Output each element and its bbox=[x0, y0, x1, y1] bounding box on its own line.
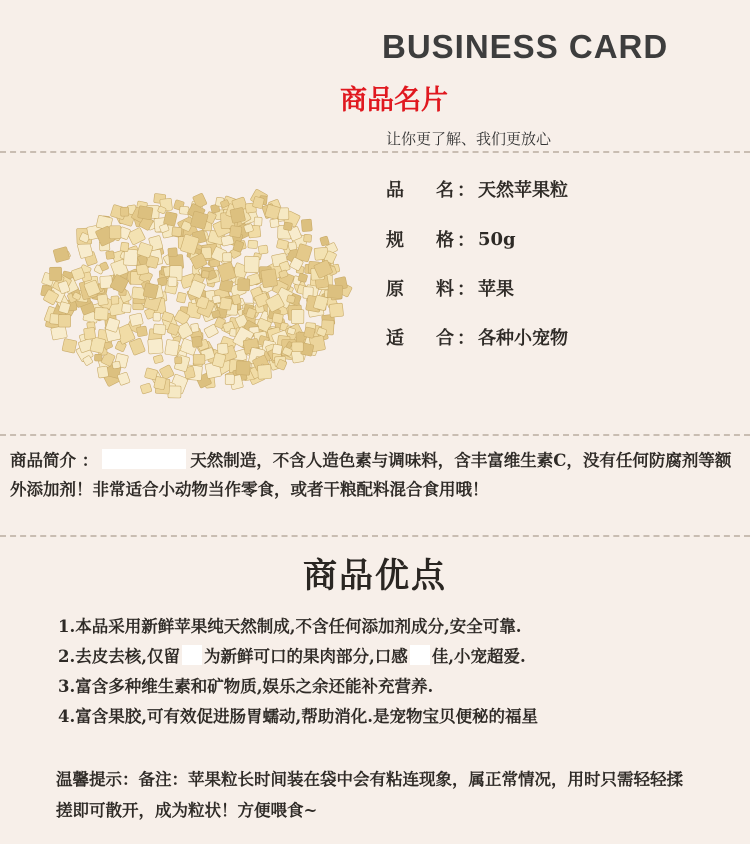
warm-tip: 温馨提示：备注：苹果粒长时间装在袋中会有粘连现象，属正常情况，用时只需轻轻揉搓即可散开，成为粒状！方便喂食~ bbox=[56, 770, 683, 820]
spec-row-material bbox=[386, 275, 514, 301]
advantages-title: 商品优点 bbox=[303, 556, 447, 596]
spec-separator: ： bbox=[457, 180, 475, 201]
advantage-item bbox=[58, 642, 738, 672]
spec-row-name bbox=[386, 176, 568, 202]
header-subtitle: 让你更了解、我们更放心 bbox=[386, 130, 552, 148]
spec-label: 适合 bbox=[386, 328, 454, 349]
spec-value: 50g bbox=[478, 228, 516, 250]
advantage-text-part: 为新鲜可口的果肉部分,口感 bbox=[203, 647, 408, 666]
advantage-text-part: 佳,小宠超爱. bbox=[431, 647, 526, 666]
redaction-block bbox=[102, 449, 186, 469]
header-title-cn: 商品名片 bbox=[340, 85, 448, 116]
redaction-block bbox=[182, 645, 202, 665]
stitch-divider-mid bbox=[0, 434, 750, 436]
spec-value: 各种小宠物 bbox=[478, 328, 568, 349]
dried-apple-cubes-image bbox=[30, 178, 362, 418]
stitch-divider-top bbox=[0, 151, 750, 153]
stitch-divider-low bbox=[0, 535, 750, 537]
advantage-item: 1.本品采用新鲜苹果纯天然制成,不含任何添加剂成分,安全可靠. bbox=[58, 617, 522, 636]
intro-text: 天然制造，不含人造色素与调味料，含丰富维生素C，没有任何防腐剂等额外添加剂！非常适合小动物当作零食，或者干粮配料混合食用哦！ bbox=[10, 451, 732, 499]
spec-separator: ： bbox=[457, 230, 475, 251]
redaction-block bbox=[410, 645, 430, 665]
header-title-en: BUSINESS CARD bbox=[382, 28, 669, 65]
spec-row-size bbox=[386, 226, 516, 252]
spec-separator: ： bbox=[457, 279, 475, 300]
spec-separator: ： bbox=[457, 328, 475, 349]
advantage-text-part: 2.去皮去核,仅留 bbox=[58, 647, 180, 666]
spec-value: 苹果 bbox=[478, 279, 514, 300]
product-intro bbox=[10, 446, 734, 504]
advantage-item: 4.富含果胶,可有效促进肠胃蠕动,帮助消化.是宠物宝贝便秘的福星 bbox=[58, 707, 538, 726]
spec-label: 品名 bbox=[386, 180, 454, 201]
advantages-list bbox=[58, 612, 738, 732]
spec-value: 天然苹果粒 bbox=[478, 180, 568, 201]
intro-label: 商品简介 ： bbox=[10, 451, 99, 470]
spec-label: 规格 bbox=[386, 230, 454, 251]
spec-row-suitable bbox=[386, 324, 568, 350]
spec-label: 原料 bbox=[386, 279, 454, 300]
advantage-item: 3.富含多种维生素和矿物质,娱乐之余还能补充营养. bbox=[58, 677, 434, 696]
